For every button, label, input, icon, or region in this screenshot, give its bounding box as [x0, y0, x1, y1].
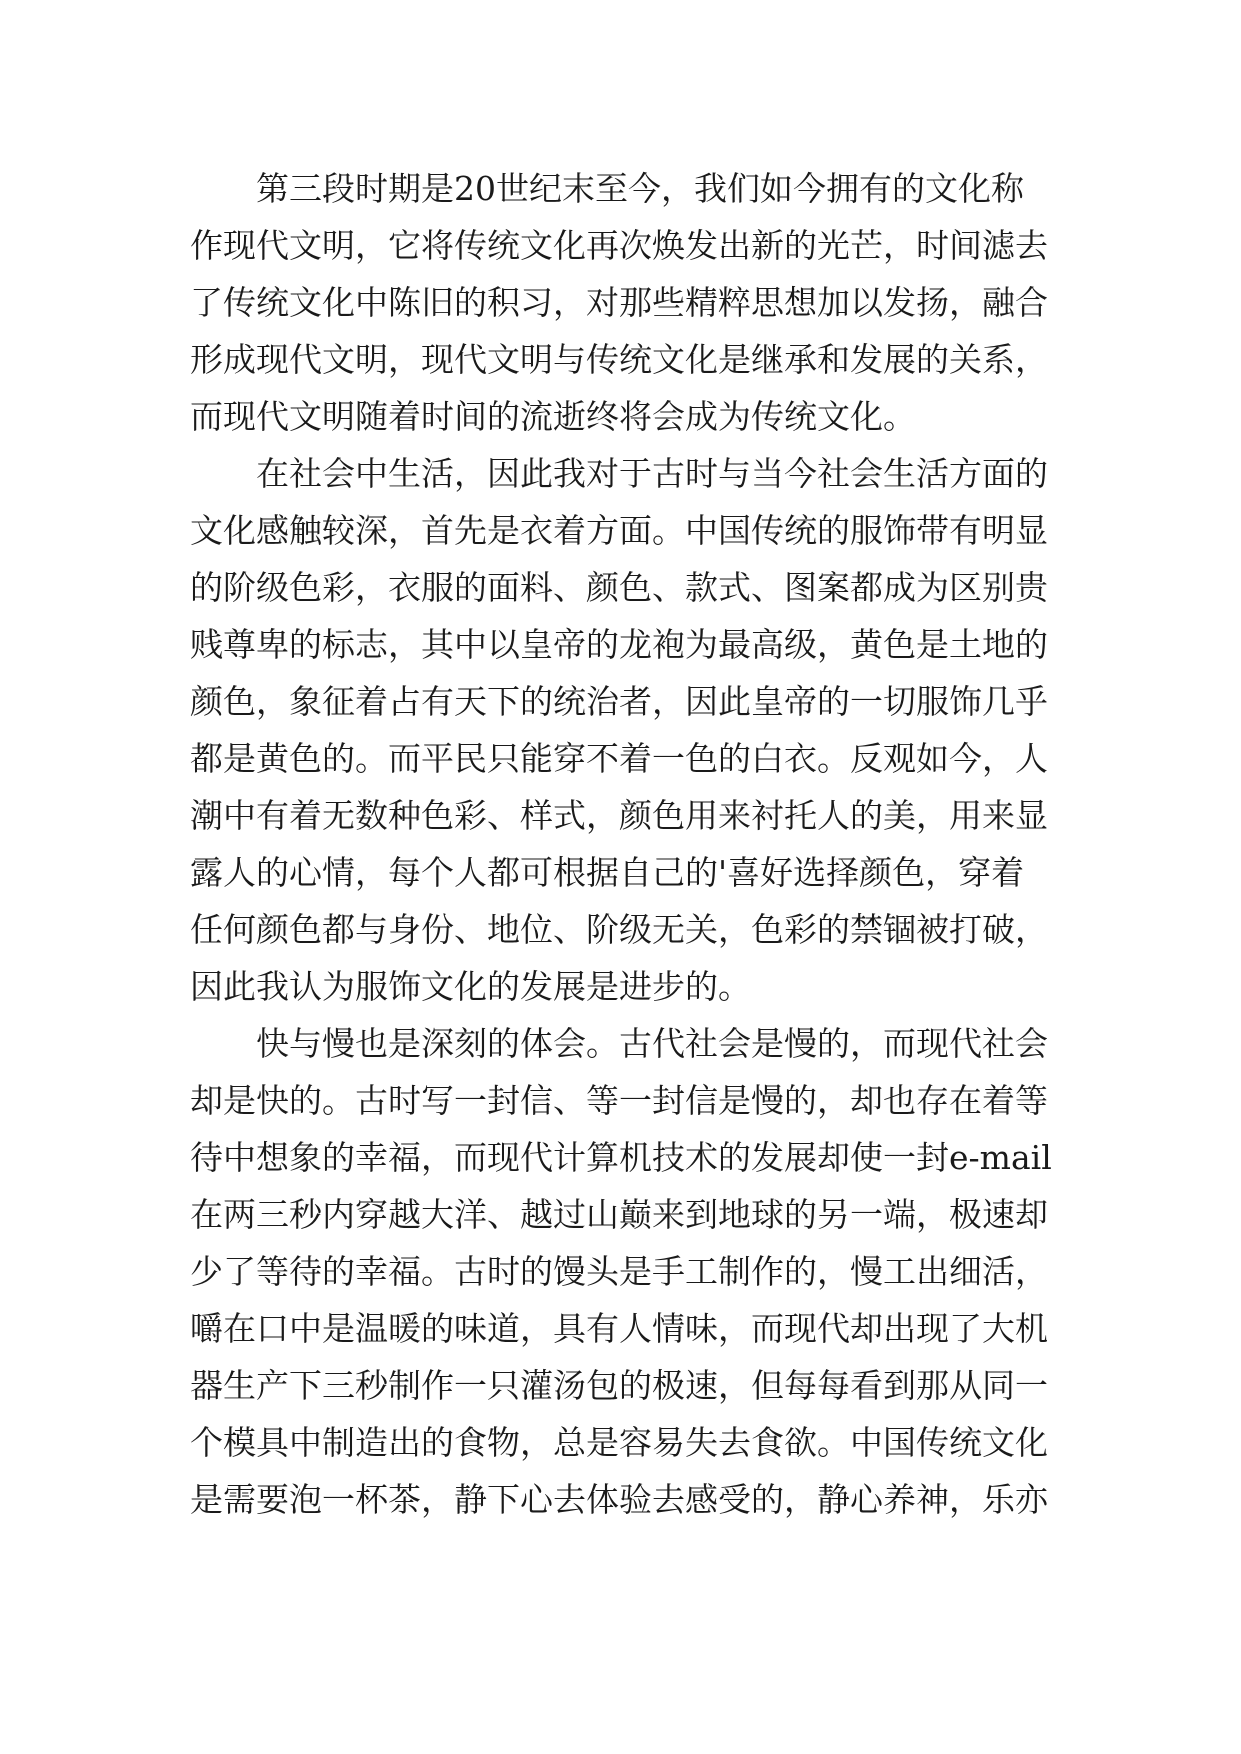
text-line: 形成现代文明，现代文明与传统文化是继承和发展的关系，: [190, 340, 1048, 379]
text-line: 都是黄色的。而平民只能穿不着一色的白衣。反观如今，人: [190, 739, 1048, 778]
text-line: 潮中有着无数种色彩、样式，颜色用来衬托人的美，用来显: [190, 796, 1048, 835]
text-line: 器生产下三秒制作一只灌汤包的极速，但每每看到那从同一: [190, 1366, 1048, 1405]
paragraph-1: [190, 160, 1052, 445]
paragraph-3: [190, 1015, 1052, 1528]
text-line: 在两三秒内穿越大洋、越过山巅来到地球的另一端，极速却: [190, 1195, 1048, 1234]
text-line: 少了等待的幸福。古时的馒头是手工制作的，慢工出细活，: [190, 1252, 1048, 1291]
body-text: [190, 160, 1052, 1528]
text-line: 个模具中制造出的食物，总是容易失去食欲。中国传统文化: [190, 1423, 1048, 1462]
text-line: 快与慢也是深刻的体会。古代社会是慢的，而现代社会: [256, 1024, 1048, 1063]
text-line: 了传统文化中陈旧的积习，对那些精粹思想加以发扬，融合: [190, 283, 1048, 322]
text-line: 颜色，象征着占有天下的统治者，因此皇帝的一切服饰几乎: [190, 682, 1048, 721]
text-line: 而现代文明随着时间的流逝终将会成为传统文化。: [190, 397, 916, 436]
paragraph-2: [190, 445, 1052, 1015]
text-line: 任何颜色都与身份、地位、阶级无关，色彩的禁锢被打破，: [190, 910, 1048, 949]
text-line: 文化感触较深，首先是衣着方面。中国传统的服饰带有明显: [190, 511, 1048, 550]
text-line: 作现代文明，它将传统文化再次焕发出新的光芒，时间滤去: [190, 226, 1048, 265]
text-line: 露人的心情，每个人都可根据自己的'喜好选择颜色，穿着: [190, 853, 1025, 892]
text-line: 嚼在口中是温暖的味道，具有人情味，而现代却出现了大机: [190, 1309, 1048, 1348]
text-line: 待中想象的幸福，而现代计算机技术的发展却使一封e-mail: [190, 1138, 1052, 1177]
text-line: 却是快的。古时写一封信、等一封信是慢的，却也存在着等: [190, 1081, 1048, 1120]
text-line: 是需要泡一杯茶，静下心去体验去感受的，静心养神，乐亦: [190, 1480, 1048, 1519]
text-line: 因此我认为服饰文化的发展是进步的。: [190, 967, 751, 1006]
text-line: 第三段时期是20世纪末至今，我们如今拥有的文化称: [256, 169, 1024, 208]
text-line: 的阶级色彩，衣服的面料、颜色、款式、图案都成为区别贵: [190, 568, 1048, 607]
text-line: 在社会中生活，因此我对于古时与当今社会生活方面的: [256, 454, 1048, 493]
text-line: 贱尊卑的标志，其中以皇帝的龙袍为最高级，黄色是土地的: [190, 625, 1048, 664]
